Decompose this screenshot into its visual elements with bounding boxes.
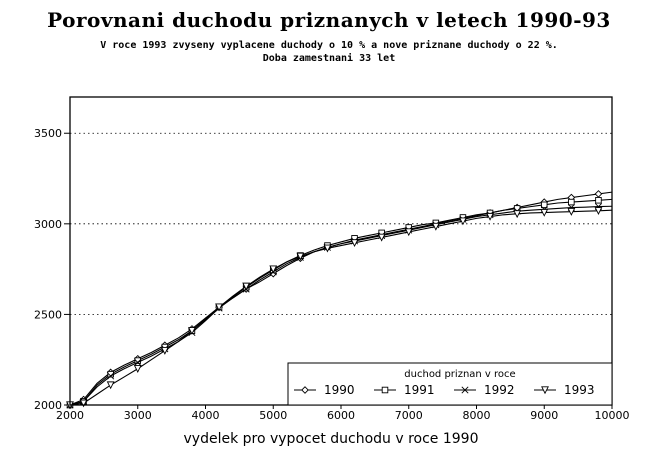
legend-label-1990: 1990 bbox=[324, 383, 355, 397]
point-1991-9400 bbox=[569, 199, 575, 205]
legend-label-1992: 1992 bbox=[484, 383, 515, 397]
x-tick-label-5000: 5000 bbox=[259, 409, 288, 422]
x-tick-label-2000: 2000 bbox=[56, 409, 84, 422]
y-tick-label-2500: 2500 bbox=[34, 308, 62, 322]
y-axis-ticks bbox=[34, 127, 70, 412]
x-tick-label-8000: 8000 bbox=[462, 409, 491, 422]
chart-subtitle-line1: V roce 1993 zvyseny vyplacene duchody o 10 % a nove priznane duchody o 22 %. bbox=[100, 40, 558, 51]
point-1991-9800 bbox=[596, 197, 602, 203]
x-axis-ticks bbox=[56, 405, 630, 422]
legend-marker-1991 bbox=[382, 387, 388, 393]
y-tick-label-3500: 3500 bbox=[34, 127, 62, 141]
legend-title: duchod priznan v roce bbox=[404, 369, 516, 380]
legend-label-1991: 1991 bbox=[404, 383, 435, 397]
x-tick-label-10000: 10000 bbox=[594, 409, 630, 422]
grid-lines bbox=[70, 133, 612, 314]
legend bbox=[288, 363, 612, 405]
x-tick-label-6000: 6000 bbox=[327, 409, 355, 422]
y-tick-label-3000: 3000 bbox=[34, 217, 62, 231]
x-tick-label-3000: 3000 bbox=[123, 409, 152, 422]
x-tick-label-4000: 4000 bbox=[191, 409, 220, 422]
point-1993-2600 bbox=[107, 382, 113, 388]
x-tick-label-7000: 7000 bbox=[394, 409, 423, 422]
point-1993-3000 bbox=[135, 366, 141, 372]
plot-frame bbox=[70, 97, 612, 405]
x-axis-label: vydelek pro vypocet duchodu v roce 1990 bbox=[183, 431, 479, 447]
chart-title: Porovnani duchodu priznanych v letech 1990-93 bbox=[47, 8, 611, 32]
point-1990-9800 bbox=[595, 191, 601, 197]
x-tick-label-9000: 9000 bbox=[530, 409, 559, 422]
y-tick-label-2000: 2000 bbox=[34, 399, 62, 412]
chart-subtitle-line2: Doba zamestnani 33 let bbox=[262, 53, 396, 64]
legend-label-1993: 1993 bbox=[564, 383, 595, 397]
